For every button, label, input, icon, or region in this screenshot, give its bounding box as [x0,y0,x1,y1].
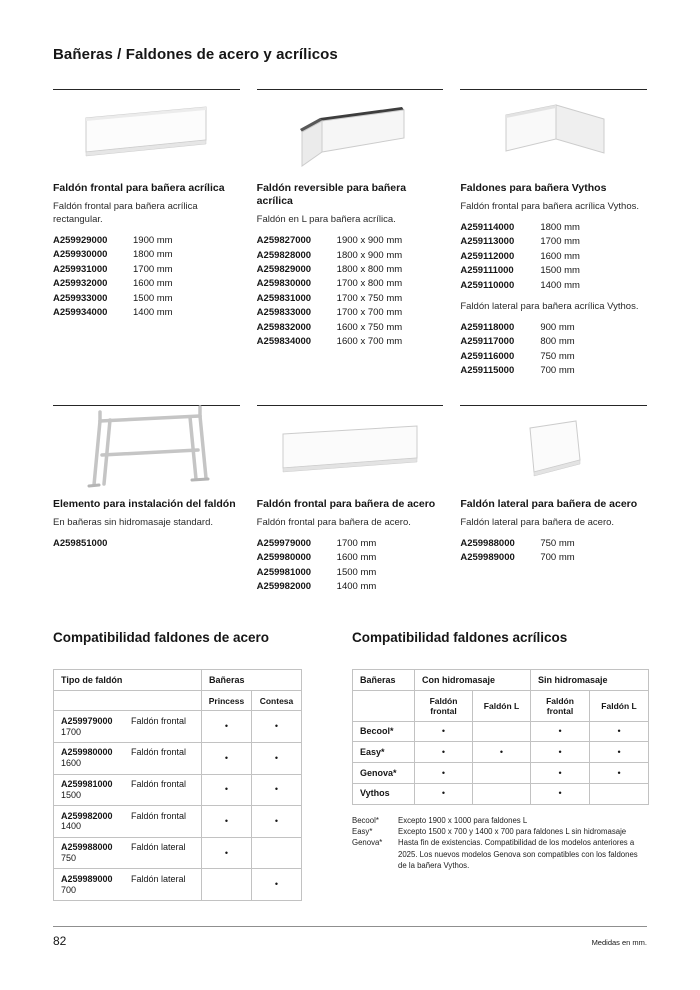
steel-row-label [54,711,202,743]
vythos-panels-drawing [498,99,610,169]
compat-dot-cell: • [202,742,252,774]
compat-dot-cell: • [202,837,252,869]
compat-dot-cell: • [531,763,590,784]
product-card [257,405,444,595]
product-code: A259111000 [460,265,514,277]
product-size: 1400 mm [336,580,377,592]
measure-note: Medidas en mm. [591,938,647,947]
steel-table-title: Compatibilidad faldones de acero [53,630,270,646]
product-item [53,248,173,262]
steel-empty-header [54,691,202,711]
product-card [460,89,647,379]
steel-row-label [54,774,202,806]
product-code: A259112000 [460,250,515,262]
footnote-text: Excepto 1500 x 700 y 1400 x 700 para faldones L sin hidromasaje [398,827,627,837]
steel-compatibility-block [53,630,301,901]
product-name: Faldones para bañera Vythos [460,182,607,194]
product-item [53,306,173,320]
product-size: 900 mm [540,321,575,333]
compat-dot-cell: • [202,711,252,743]
product-description: Faldón frontal para bañera acrílica rectangular. [53,201,198,225]
steel-compat-row [54,869,302,901]
acrylic-sub-header: Faldón L [590,691,649,721]
product-item [53,537,133,551]
product-code: A259827000 [256,235,312,247]
product-size: 1800 x 900 mm [336,249,403,261]
acrylic-compat-row [353,763,649,784]
product-item-list [257,537,377,595]
steel-compat-row [54,711,302,743]
product-item-list [257,234,402,350]
product-item [257,551,377,565]
product-size: 700 mm [540,552,575,564]
steel-front-panel-image [257,408,444,492]
product-size: 1700 mm [133,263,173,275]
product-item [257,335,402,349]
product-item [257,321,402,335]
product-code: A259851000 [53,537,108,549]
product-item [460,264,580,278]
steel-sub-header: Princess [202,691,252,711]
product-size: 1700 x 700 mm [336,307,403,319]
steel-row-label [54,742,202,774]
product-item [257,292,402,306]
compat-dot-cell: • [531,783,590,804]
installation-frame-drawing [76,405,216,495]
acrylic-sub-header: Faldón frontal [531,691,590,721]
products-row-2 [53,405,647,595]
vythos-panels-image [460,92,647,176]
steel-compat-row [54,837,302,869]
product-size: 1700 x 750 mm [336,292,403,304]
acrylic-row-label: Vythos [353,783,415,804]
steel-side-panel-image [460,408,647,492]
product-item-list [53,537,133,551]
product-code: A259832000 [256,321,312,333]
steel-row-code: A259979000 [61,715,113,726]
product-code: A259833000 [256,307,312,319]
product-size: 1600 x 700 mm [336,336,403,348]
product-item-list [460,321,574,379]
compatibility-section [53,630,647,901]
footnote [352,837,648,871]
acrylic-group-header: Con hidromasaje [415,670,531,691]
footnote-term: Becool* [352,815,379,825]
product-code: A259988000 [460,537,515,549]
product-code: A259828000 [256,249,312,261]
product-item [257,263,402,277]
product-item [460,335,574,349]
footnote [352,826,648,837]
product-size: 1800 mm [133,249,173,261]
product-item-list [460,221,580,293]
product-code: A259930000 [53,249,108,261]
compat-dot-cell: • [202,806,252,838]
product-size: 1700 x 800 mm [336,278,403,290]
compat-dot-cell: • [202,774,252,806]
product-card [53,89,240,320]
compat-dot-cell: • [590,742,649,763]
compat-dot-cell: • [473,742,531,763]
product-size: 1800 mm [540,221,580,233]
product-code: A259118000 [460,321,515,333]
acrylic-l-panel-drawing [292,98,408,170]
compat-dot-cell [202,869,252,901]
acrylic-compat-row [353,721,649,742]
product-size: 1400 mm [540,279,580,291]
product-code: A259931000 [53,263,108,275]
product-name: Faldón frontal para bañera de acero [256,497,436,510]
acrylic-group-header: Sin hidromasaje [531,670,649,691]
product-code: A259982000 [256,580,312,592]
compat-dot-cell: • [590,721,649,742]
product-code: A259829000 [256,263,312,275]
product-description: Faldón lateral para bañera de acero. [460,516,615,528]
product-item [257,537,377,551]
product-item [257,249,402,263]
compat-dot-cell: • [252,742,302,774]
steel-row-name: Faldón frontal 1700 [61,715,187,737]
product-item-list [53,234,173,321]
steel-front-panel-drawing [278,422,422,478]
page-number: 82 [53,934,67,948]
acrylic-compatibility-table [352,669,649,804]
product-item [460,221,580,235]
acrylic-col-header: Bañeras [353,670,415,691]
product-code: A259934000 [53,306,108,318]
steel-col-header: Tipo de faldón [54,670,202,691]
footnote-text: Excepto 1900 x 1000 para faldones L [398,815,528,825]
compat-dot-cell: • [252,869,302,901]
product-size: 1600 mm [336,552,377,564]
product-item [257,566,377,580]
product-code: A259116000 [460,350,515,362]
acrylic-compatibility-block [352,630,648,901]
product-item [53,234,173,248]
product-item [460,551,574,565]
product-item [257,580,377,594]
compat-dot-cell [252,837,302,869]
page-title: Bañeras / Faldones de acero y acrílicos [53,46,338,63]
acrylic-row-label: Easy* [353,742,415,763]
product-description: Faldón en L para bañera acrílica. [256,214,396,226]
steel-row-label [54,806,202,838]
steel-row-code: A259980000 [61,747,113,758]
compat-dot-cell: • [590,763,649,784]
product-description-2: Faldón lateral para bañera acrílica Vythos. [460,301,639,313]
steel-group-header: Bañeras [202,670,302,691]
product-size: 1500 mm [133,292,173,304]
acrylic-front-panel-drawing [80,102,212,166]
product-code: A259830000 [256,278,312,290]
compat-dot-cell: • [415,721,473,742]
product-size: 800 mm [540,336,575,348]
product-code: A259979000 [256,537,312,549]
product-name: Faldón frontal para bañera acrílica [53,182,225,194]
compat-dot-cell: • [252,711,302,743]
product-code: A259115000 [460,365,515,377]
product-item [460,350,574,364]
compat-dot-cell [590,783,649,804]
steel-row-name: Faldón frontal 1400 [61,810,187,832]
product-item [460,235,580,249]
product-size: 1600 x 750 mm [336,321,403,333]
product-item [257,277,402,291]
product-size: 1800 x 800 mm [336,263,403,275]
steel-sub-header: Contesa [252,691,302,711]
acrylic-front-panel-image [53,92,240,176]
steel-side-panel-drawing [512,416,596,484]
product-item [460,321,574,335]
product-name: Faldón reversible para bañera acrílica [256,182,407,208]
steel-compat-row [54,774,302,806]
acrylic-sub-header: Faldón L [473,691,531,721]
product-code: A259989000 [460,552,515,564]
footnote-text: Hasta fin de existencias. Compatibilidad de los modelos anteriores a 2025. Los nuevos modelos Genova son compatibles con los faldones de la bañera Vythos. [398,838,638,870]
product-item [53,277,173,291]
product-item [460,279,580,293]
acrylic-row-label: Genova* [353,763,415,784]
product-description: Faldón frontal para bañera de acero. [256,516,411,528]
compat-dot-cell: • [415,742,473,763]
compat-dot-cell [473,721,531,742]
footnote-term: Genova* [352,838,383,848]
footnote [352,815,648,826]
compat-dot-cell: • [252,774,302,806]
acrylic-l-panel-image [257,92,444,176]
product-item [53,263,173,277]
product-item [53,292,173,306]
steel-row-code: A259988000 [61,842,113,853]
product-size: 750 mm [540,350,575,362]
compat-dot-cell: • [531,721,590,742]
steel-row-code: A259981000 [61,779,113,790]
product-name: Faldón lateral para bañera de acero [460,497,638,510]
compat-dot-cell: • [531,742,590,763]
product-description: En bañeras sin hidromasaje standard. [53,516,214,528]
steel-row-name: Faldón lateral 700 [61,873,186,895]
product-code: A259980000 [256,552,312,564]
footnotes [352,815,648,871]
acrylic-compat-row [353,783,649,804]
product-size: 1600 mm [540,250,580,262]
acrylic-row-label: Becool* [353,721,415,742]
installation-frame-image [53,408,240,492]
product-size: 1500 mm [336,566,377,578]
product-item [460,250,580,264]
product-item [460,537,574,551]
product-size: 1500 mm [540,265,580,277]
page-footer [53,926,647,948]
product-card [460,405,647,566]
steel-compat-row [54,806,302,838]
product-size: 700 mm [540,365,575,377]
product-item [460,364,574,378]
acrylic-empty-header [353,691,415,721]
product-code: A259834000 [256,336,312,348]
steel-row-name: Faldón lateral 750 [61,842,186,864]
product-code: A259113000 [460,236,515,248]
steel-row-name: Faldón frontal 1600 [61,747,187,769]
acrylic-sub-header: Faldón frontal [415,691,473,721]
product-code: A259933000 [53,292,108,304]
steel-compat-row [54,742,302,774]
compat-dot-cell [473,783,531,804]
product-name: Elemento para instalación del faldón [53,497,236,510]
product-code: A259831000 [256,292,312,304]
acrylic-compat-row [353,742,649,763]
compat-dot-cell: • [252,806,302,838]
product-item [257,234,402,248]
products-row-1 [53,89,647,379]
product-size: 1900 x 900 mm [336,235,403,247]
steel-compatibility-table [53,669,302,901]
product-item [257,306,402,320]
steel-row-code: A259982000 [61,810,113,821]
product-description: Faldón frontal para bañera acrílica Vythos. [460,201,640,213]
compat-dot-cell [473,763,531,784]
product-code: A259981000 [256,566,312,578]
product-code: A259110000 [460,279,515,291]
footnote-term: Easy* [352,827,373,837]
product-card [53,405,240,551]
product-size: 750 mm [540,537,575,549]
product-size: 1400 mm [133,306,173,318]
steel-row-code: A259989000 [61,873,113,884]
acrylic-table-title: Compatibilidad faldones acrílicos [352,630,568,646]
steel-row-name: Faldón frontal 1500 [61,779,187,800]
steel-row-label [54,869,202,901]
product-code: A259114000 [460,221,515,233]
product-code: A259932000 [53,278,108,290]
product-size: 1700 mm [336,537,377,549]
compat-dot-cell: • [415,763,473,784]
product-size: 1700 mm [540,236,580,248]
product-item-list [460,537,574,566]
steel-row-label [54,837,202,869]
compat-dot-cell: • [415,783,473,804]
product-code: A259929000 [53,234,108,246]
product-size: 1900 mm [133,234,173,246]
product-size: 1600 mm [133,278,173,290]
product-card [257,89,444,350]
product-code: A259117000 [460,336,515,348]
